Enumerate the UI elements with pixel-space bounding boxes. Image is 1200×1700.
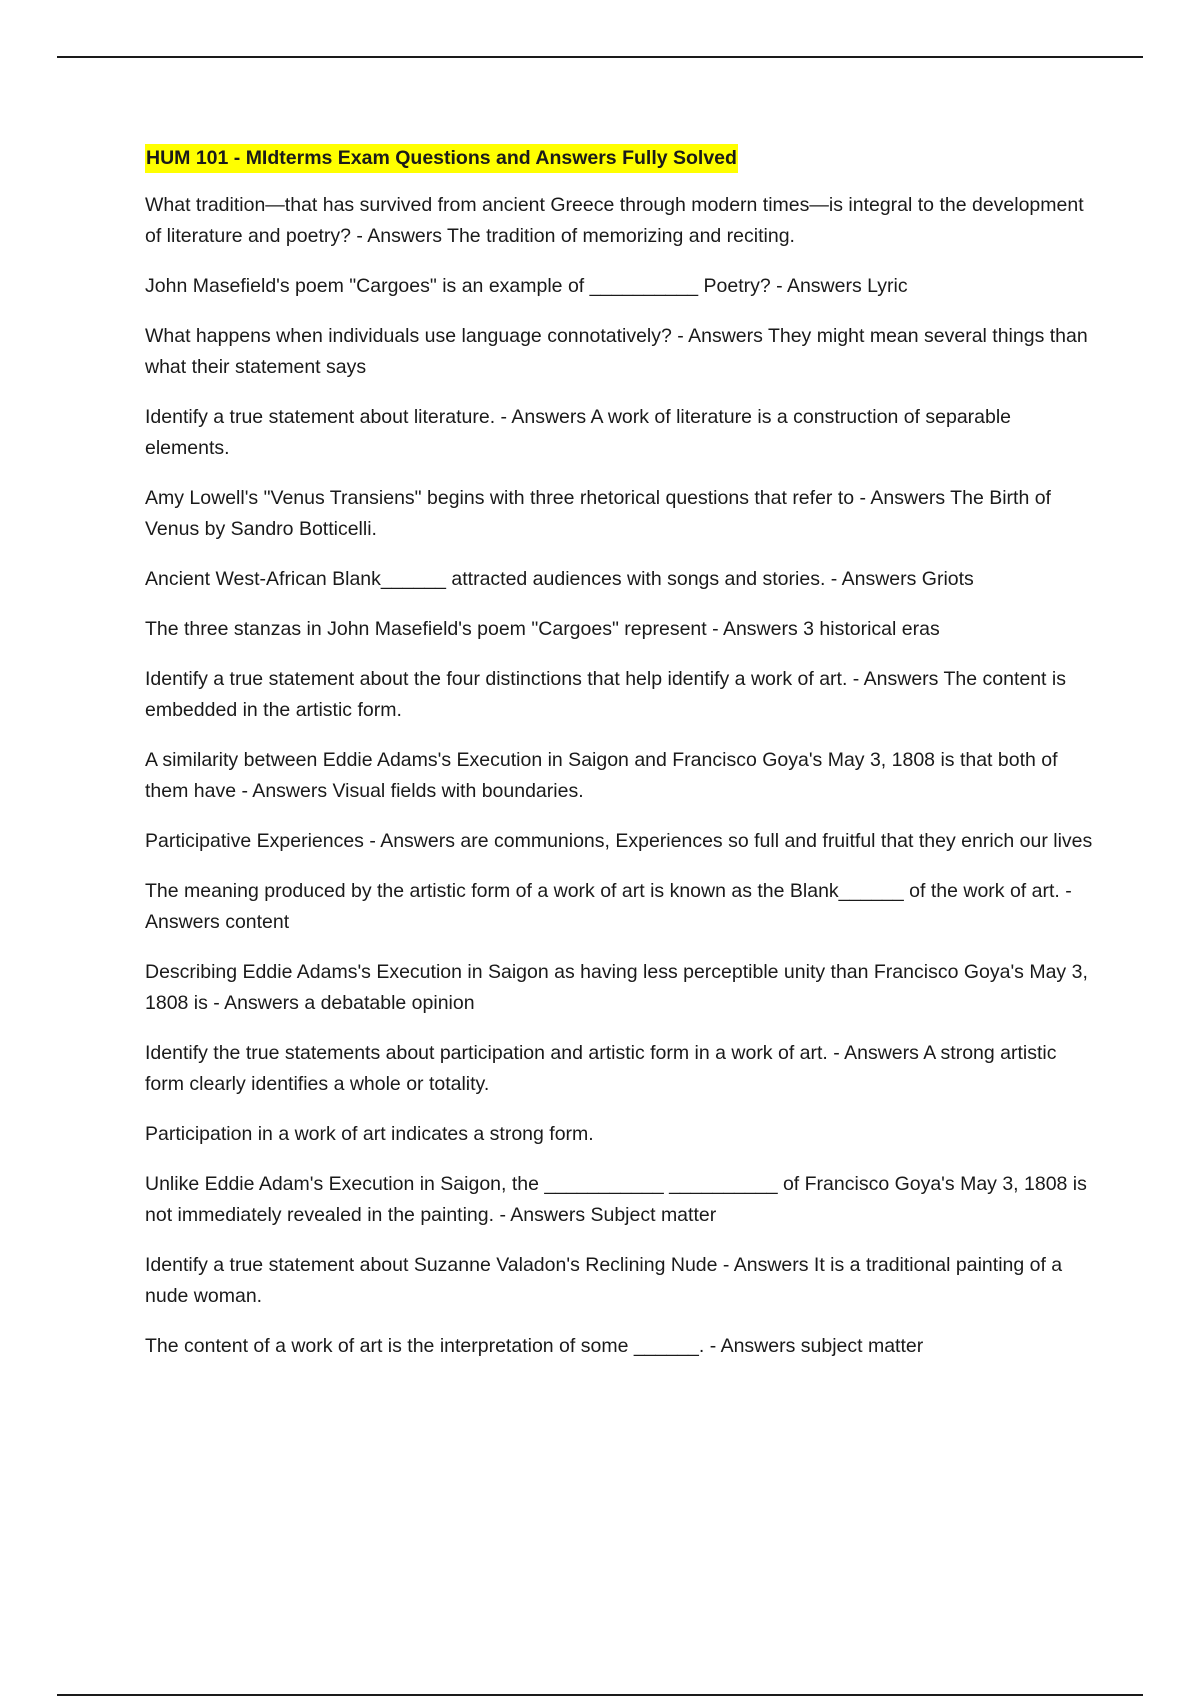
qa-paragraph: Identify the true statements about participation and artistic form in a work of art. - Answers A strong artistic form clearly identifies a whole or totality. xyxy=(145,1042,1057,1095)
qa-paragraph: Ancient West-African Blank______ attracted audiences with songs and stories. - Answers Griots xyxy=(145,568,974,590)
qa-paragraph: Describing Eddie Adams's Execution in Saigon as having less perceptible unity than Francisco Goya's May 3, 1808 is - Answers a debatable opinion xyxy=(145,961,1088,1014)
document-title: HUM 101 - MIdterms Exam Questions and Answers Fully Solved xyxy=(145,144,738,173)
qa-paragraph: The meaning produced by the artistic form of a work of art is known as the Blank______ of the work of art. - Answers content xyxy=(145,880,1072,933)
qa-paragraph: The content of a work of art is the interpretation of some ______. - Answers subject matter xyxy=(145,1335,924,1357)
qa-paragraph: Identify a true statement about the four distinctions that help identify a work of art. - Answers The content is embedded in the artistic form. xyxy=(145,668,1066,721)
qa-paragraph: Participation in a work of art indicates a strong form. xyxy=(145,1123,594,1145)
footer-rule xyxy=(57,1694,1143,1696)
qa-paragraph: John Masefield's poem "Cargoes" is an example of __________ Poetry? - Answers Lyric xyxy=(145,275,908,297)
qa-paragraph: Participative Experiences - Answers are communions, Experiences so full and fruitful that they enrich our lives xyxy=(145,830,1093,852)
qa-paragraph: What tradition—that has survived from ancient Greece through modern times—is integral to the development of literature and poetry? - Answers The tradition of memorizing and reciting. xyxy=(145,194,1084,247)
document-body xyxy=(145,144,1095,1381)
qa-paragraph: The three stanzas in John Masefield's poem "Cargoes" represent - Answers 3 historical eras xyxy=(145,618,940,640)
qa-paragraph: Amy Lowell's "Venus Transiens" begins with three rhetorical questions that refer to - Answers The Birth of Venus by Sandro Botticelli. xyxy=(145,487,1051,540)
qa-paragraph: Unlike Eddie Adam's Execution in Saigon, the ___________ __________ of Francisco Goya's May 3, 1808 is not immediately revealed in the painting. - Answers Subject matter xyxy=(145,1173,1087,1226)
qa-paragraph: A similarity between Eddie Adams's Execution in Saigon and Francisco Goya's May 3, 1808 is that both of them have - Answers Visual fields with boundaries. xyxy=(145,749,1058,802)
qa-paragraph: What happens when individuals use language connotatively? - Answers They might mean several things than what their statement says xyxy=(145,325,1088,378)
qa-paragraph: Identify a true statement about literature. - Answers A work of literature is a construction of separable elements. xyxy=(145,406,1012,459)
header-rule xyxy=(57,56,1143,58)
qa-paragraph: Identify a true statement about Suzanne Valadon's Reclining Nude - Answers It is a traditional painting of a nude woman. xyxy=(145,1254,1063,1307)
